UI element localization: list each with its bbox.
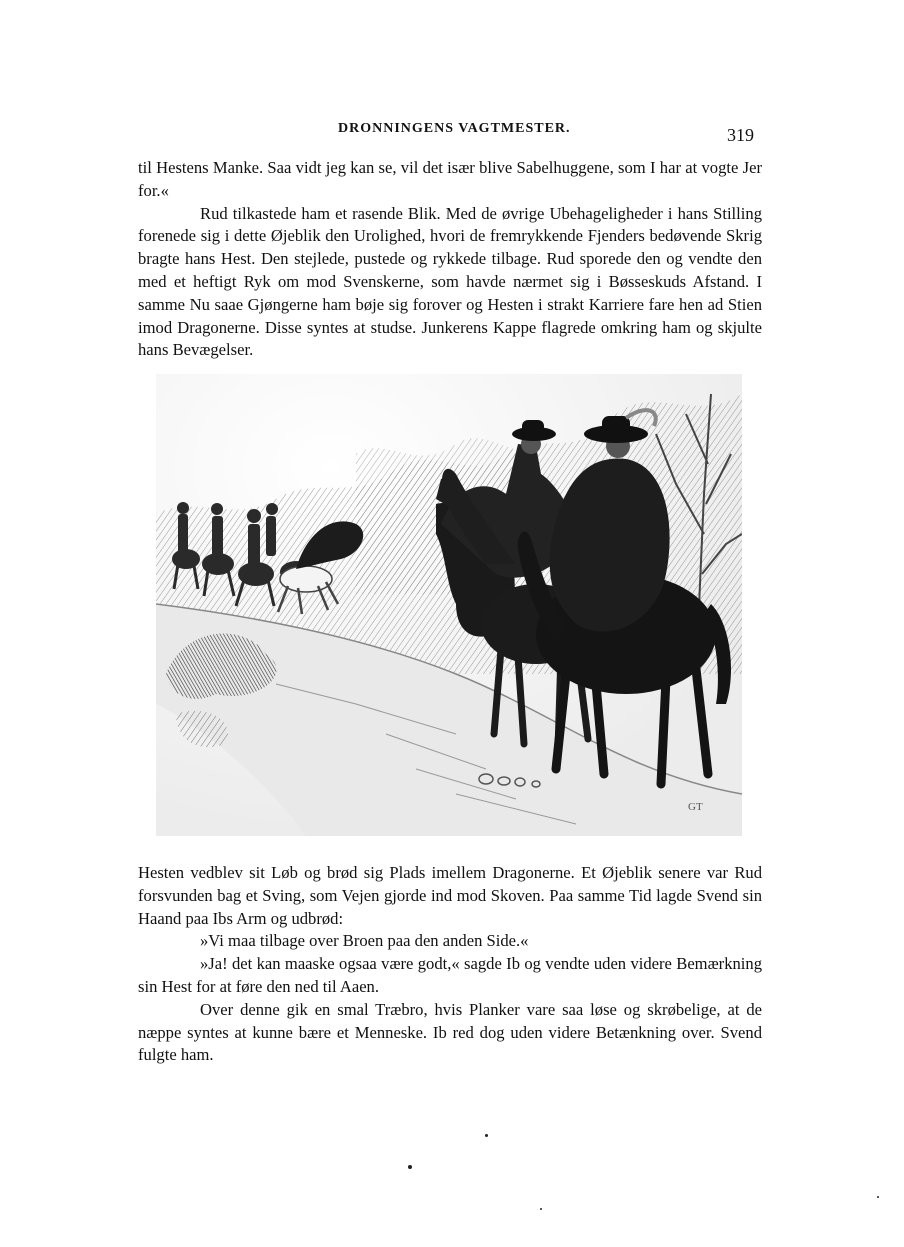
scan-speck <box>485 1134 488 1137</box>
running-head: DRONNINGENS VAGTMESTER. <box>338 121 571 136</box>
engraving-illustration <box>156 374 742 836</box>
paragraph: Over denne gik en smal Træbro, hvis Planker vare saa løse og skrøbelige, at de næppe syntes at kunne bære et Menneske. Ib red dog uden videre Betænkning over. Svend fulgte ham. <box>138 999 762 1065</box>
artist-signature: GT <box>688 801 703 813</box>
bottom-text-block <box>138 862 762 1067</box>
scan-speck <box>540 1208 542 1210</box>
paragraph: »Vi maa tilbage over Broen paa den anden Side.« <box>200 931 529 951</box>
page-number: 319 <box>727 125 754 145</box>
paragraph: til Hestens Manke. Saa vidt jeg kan se, vil det især blive Sabelhuggene, som I har at vogte Jer for.« <box>138 158 762 200</box>
top-text-block <box>138 157 762 362</box>
paragraph: »Ja! det kan maaske ogsaa være godt,« sagde Ib og vendte uden videre Bemærkning sin Hest for at føre den ned til Aaen. <box>138 954 762 996</box>
scan-speck <box>877 1196 879 1198</box>
paragraph: Hesten vedblev sit Løb og brød sig Plads imellem Dragonerne. Et Øjeblik senere var Rud forsvunden bag et Sving, som Vejen gjorde ind mod Skoven. Paa samme Tid lagde Svend sin Haand paa Ibs Arm og udbrød: <box>138 863 762 928</box>
scan-speck <box>408 1165 412 1169</box>
paragraph: Rud tilkastede ham et rasende Blik. Med de øvrige Ubehageligheder i hans Stilling forenede sig i dette Øjeblik den Urolighed, hvori de fremrykkende Fjenders bedøvende Skrig bragte hans Hest. Den stejlede, pustede og rykkede tilbage. Rud sporede den og vendte den med et heftigt Ryk om mod Svenskerne, som havde nærmet sig i Bøsseskuds Afstand. I samme Nu saae Gjøngerne ham bøje sig forover og Hesten i strakt Karriere fare hen ad Stien imod Dragonerne. Disse syntes at studse. Junkerens Kappe flagrede omkring ham og skjulte hans Bevægelser. <box>138 203 762 360</box>
